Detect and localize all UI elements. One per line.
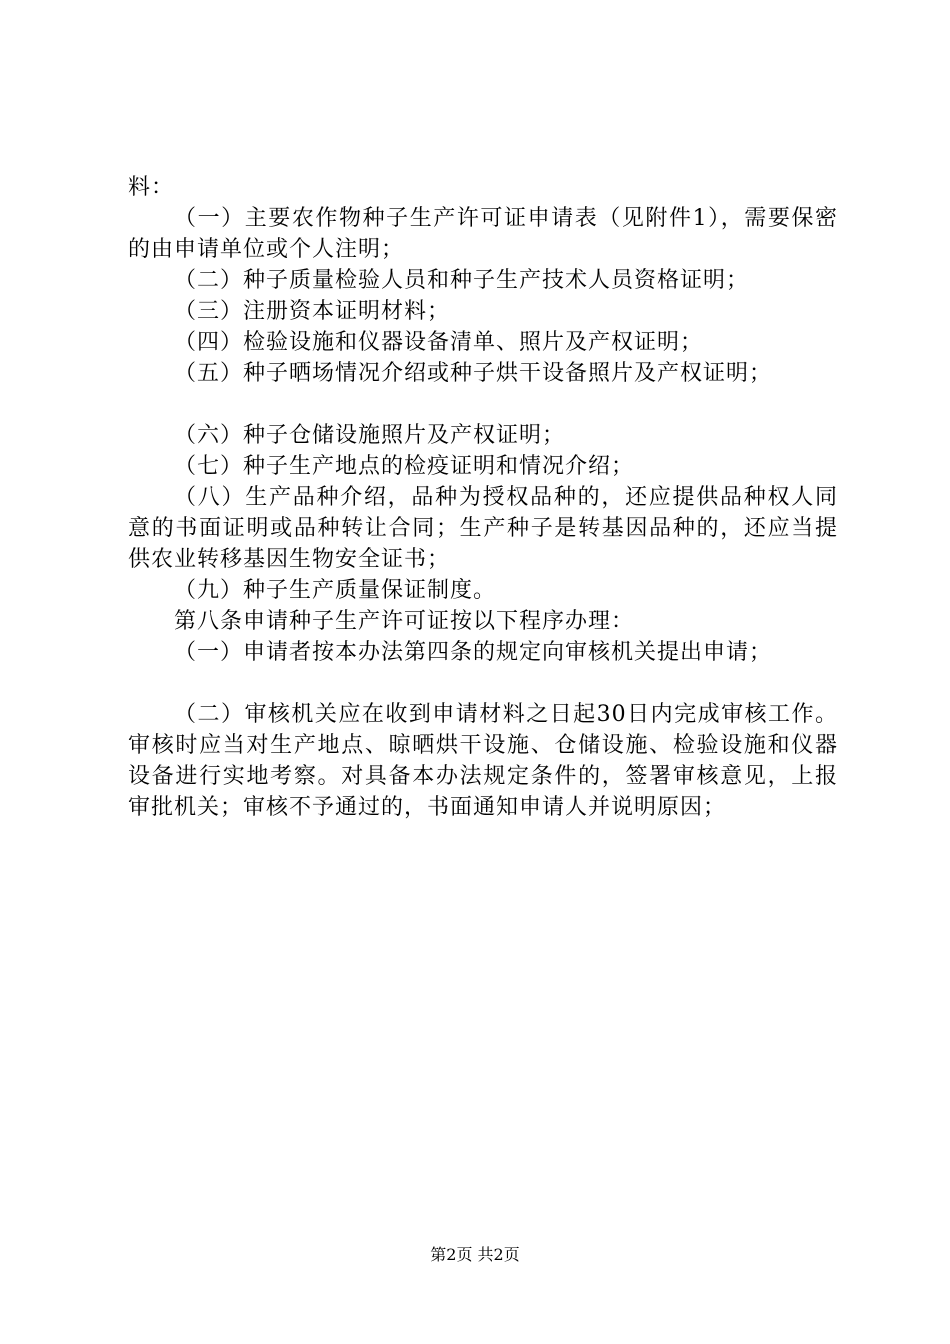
paragraph-item-7: （七）种子生产地点的检疫证明和情况介绍； bbox=[174, 454, 635, 479]
paragraph-item-8: （八）生产品种介绍，品种为授权品种的，还应提供品种权人同意的书面证明或品种转让合同；生产种子是转基因品种的，还应当提供农业转移基因生物安全证书； bbox=[128, 485, 838, 572]
paragraph-item-2: （二）种子质量检验人员和种子生产技术人员资格证明； bbox=[174, 268, 750, 293]
paragraph-spacer bbox=[128, 389, 838, 420]
paragraph-item-1: （一）主要农作物种子生产许可证申请表（见附件1），需要保密的由申请单位或个人注明； bbox=[128, 206, 838, 262]
paragraph-item-4: （四）检验设施和仪器设备清单、照片及产权证明； bbox=[174, 330, 704, 355]
paragraph-materials-tail: 料： bbox=[128, 175, 175, 200]
paragraph-item-5: （五）种子晒场情况介绍或种子烘干设备照片及产权证明； bbox=[174, 361, 773, 386]
paragraph-item-6: （六）种子仓储设施照片及产权证明； bbox=[174, 423, 566, 448]
document-body bbox=[128, 172, 838, 823]
paragraph-spacer bbox=[128, 668, 838, 699]
paragraph-item-3: （三）注册资本证明材料； bbox=[174, 299, 451, 324]
paragraph-article-8: 第八条申请种子生产许可证按以下程序办理： bbox=[174, 609, 635, 634]
paragraph-procedure-2: （二）审核机关应在收到申请材料之日起30日内完成审核工作。审核时应当对生产地点、晾晒烘干设施、仓储设施、检验设施和仪器设备进行实地考察。对具备本办法规定条件的，签署审核意见，上报审批机关；审核不予通过的，书面通知申请人并说明原因； bbox=[128, 702, 838, 820]
paragraph-procedure-1: （一）申请者按本办法第四条的规定向审核机关提出申请； bbox=[174, 640, 773, 665]
paragraph-item-9: （九）种子生产质量保证制度。 bbox=[174, 578, 497, 603]
page-footer: 第2页 共2页 bbox=[430, 1245, 520, 1264]
